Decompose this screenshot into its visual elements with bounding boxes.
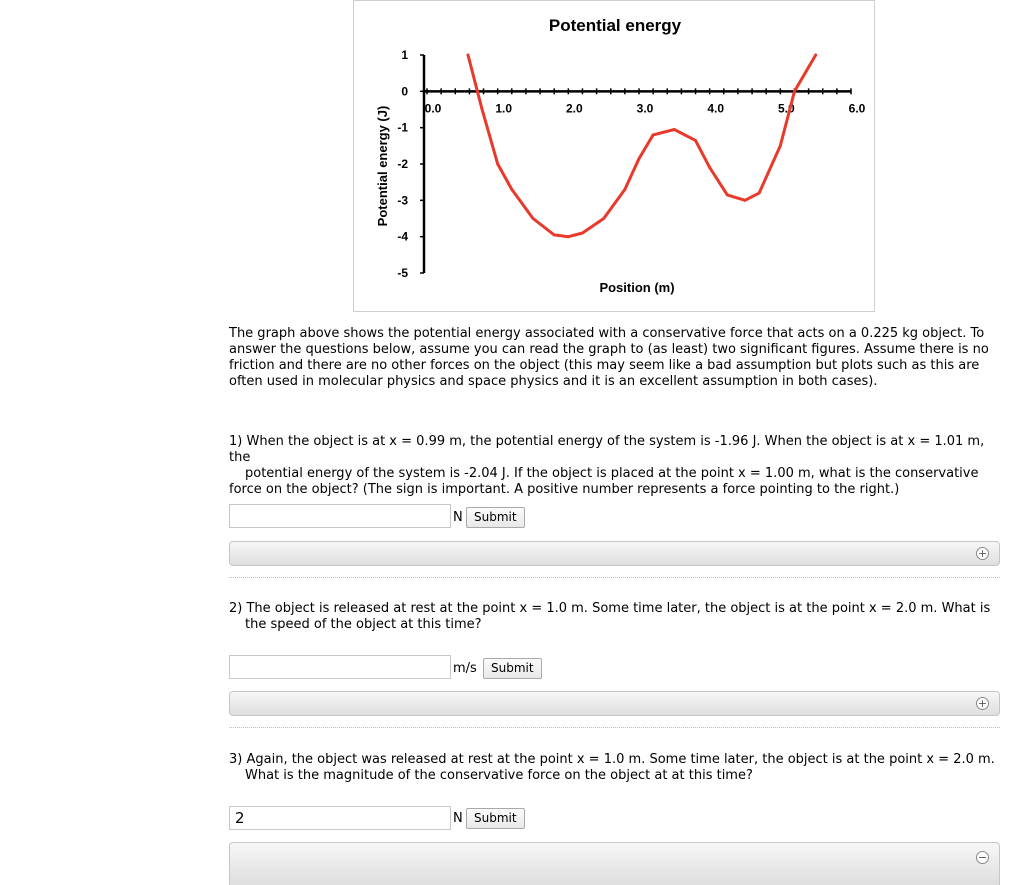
expand-icon[interactable]: + bbox=[977, 547, 988, 560]
question-1-text bbox=[229, 434, 1009, 498]
intro-paragraph: The graph above shows the potential energy associated with a conservative force that acts on a 0.225 kg object. To answer the questions below, assume you can read the graph to (as least) two significant figures. Assume there is no friction and there are no other forces on the object (this may seem like a bad assumption but plots such as this are often used in molecular physics and space physics and it is an excellent assumption in both cases). bbox=[229, 326, 989, 389]
question-1-help-bar[interactable] bbox=[229, 541, 1000, 566]
y-tick-label: -5 bbox=[397, 266, 408, 280]
x-tick-label: 4.0 bbox=[707, 101, 725, 116]
question-3-help-bar[interactable] bbox=[229, 842, 1000, 885]
chart-title: Potential energy bbox=[548, 16, 682, 35]
question-2-unit: m/s bbox=[453, 661, 477, 676]
expand-icon[interactable]: + bbox=[977, 697, 988, 710]
y-axis-label: Potential energy (J) bbox=[375, 105, 390, 227]
y-tick-label: -3 bbox=[397, 193, 408, 208]
data-point bbox=[726, 193, 729, 196]
question-1-line-2: potential energy of the system is -2.04 J. If the object is placed at the point x = 1.00 m, what is the conservative bbox=[245, 466, 979, 481]
question-divider bbox=[229, 577, 1000, 578]
data-point bbox=[708, 166, 711, 169]
data-point bbox=[673, 128, 676, 131]
question-2-line-1: 2) The object is released at rest at the point x = 1.0 m. Some time later, the object is at the point x = 2.0 m. What is bbox=[229, 601, 991, 616]
data-point bbox=[553, 233, 556, 236]
x-tick-label: 6.0 bbox=[848, 101, 866, 116]
data-point bbox=[481, 108, 484, 111]
data-point bbox=[779, 144, 782, 147]
question-3-line-2: What is the magnitude of the conservative force on the object at at this time? bbox=[245, 768, 753, 783]
data-point bbox=[581, 232, 584, 235]
question-1-line-1: 1) When the object is at x = 0.99 m, the potential energy of the system is -1.96 J. When the object is at x = 1.01 m, the bbox=[229, 434, 985, 465]
data-point bbox=[758, 192, 761, 195]
question-divider bbox=[229, 727, 1000, 728]
data-point bbox=[793, 90, 796, 93]
question-1-answer-input[interactable] bbox=[229, 504, 451, 528]
question-2-submit-button[interactable]: Submit bbox=[483, 658, 542, 679]
data-point bbox=[814, 54, 817, 57]
data-point bbox=[623, 188, 626, 191]
x-tick-label: 2.0 bbox=[565, 101, 583, 116]
question-3-text bbox=[229, 752, 1009, 784]
x-tick-label: 1.0 bbox=[495, 101, 513, 116]
question-3-answer-input[interactable] bbox=[229, 806, 451, 830]
potential-energy-chart bbox=[353, 0, 875, 312]
question-2-help-bar[interactable] bbox=[229, 691, 1000, 716]
data-point bbox=[532, 217, 535, 220]
data-point bbox=[652, 134, 655, 137]
data-point bbox=[744, 199, 747, 202]
x-axis bbox=[424, 88, 866, 115]
x-tick-label: 0.0 bbox=[424, 101, 442, 116]
series-group bbox=[467, 54, 817, 238]
y-tick-label: 1 bbox=[401, 48, 408, 62]
question-2-text bbox=[229, 601, 1009, 633]
question-1-line-3: force on the object? (The sign is important. A positive number represents a force pointing to the right.) bbox=[229, 482, 900, 497]
question-3-line-1: 3) Again, the object was released at rest at the point x = 1.0 m. Some time later, the object is at the point x = 2.0 m. bbox=[229, 752, 995, 767]
y-axis bbox=[397, 48, 424, 280]
question-2-line-2: the speed of the object at this time? bbox=[245, 617, 482, 632]
data-point bbox=[496, 163, 499, 166]
question-3-submit-button[interactable]: Submit bbox=[466, 808, 525, 829]
question-1-submit-button[interactable]: Submit bbox=[466, 507, 525, 528]
y-tick-label: -4 bbox=[397, 229, 408, 244]
question-1-unit: N bbox=[453, 510, 463, 525]
chart-svg bbox=[354, 1, 876, 313]
y-tick-label: -1 bbox=[397, 120, 408, 135]
question-2-answer-input[interactable] bbox=[229, 655, 451, 679]
x-tick-label: 5.0 bbox=[777, 101, 795, 116]
potential-energy-curve bbox=[468, 55, 816, 237]
x-axis-label: Position (m) bbox=[599, 280, 675, 295]
y-tick-label: 0 bbox=[401, 84, 408, 99]
question-3-unit: N bbox=[453, 811, 463, 826]
y-tick-label: -2 bbox=[397, 157, 408, 171]
collapse-icon[interactable]: − bbox=[977, 851, 988, 864]
data-point bbox=[510, 188, 513, 191]
x-tick-label: 3.0 bbox=[636, 101, 654, 116]
data-point bbox=[602, 217, 605, 220]
data-point bbox=[694, 139, 697, 142]
data-point bbox=[638, 157, 641, 160]
data-point bbox=[567, 235, 570, 238]
data-point bbox=[467, 54, 470, 57]
